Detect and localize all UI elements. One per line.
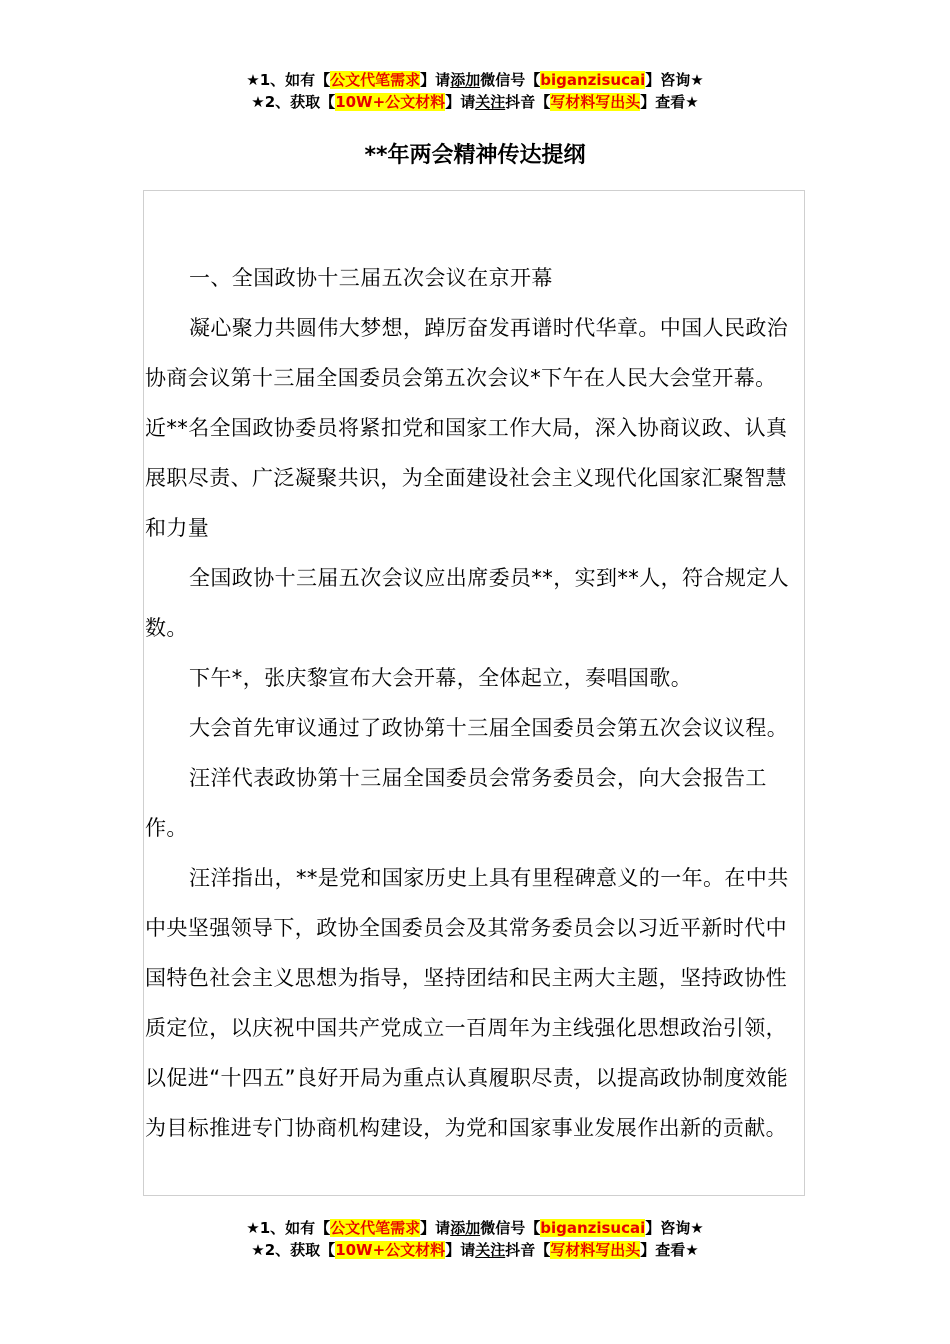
promo-text: 】查看★ [640, 93, 699, 111]
promo-text: 】咨询★ [645, 1219, 704, 1237]
promo-highlight-materials: 10W+公文材料 [335, 1241, 446, 1259]
paragraph: 大会首先审议通过了政协第十三届全国委员会第五次会议议程。 [189, 716, 789, 740]
promo-text: ★1、如有【 [246, 1219, 331, 1237]
document-title: **年两会精神传达提纲 [364, 143, 586, 168]
promo-highlight-materials: 10W+公文材料 [335, 93, 446, 111]
promo-text: ★2、获取【 [251, 1241, 336, 1259]
promo-text: 】咨询★ [645, 71, 704, 89]
paragraph: 汪洋指出，**是党和国家历史上具有里程碑意义的一年。在中共中央坚强领导下，政协全国委员会及其常务委员会以习近平新时代中国特色社会主义思想为指导，坚持团结和民主两大主题，坚持政协性质定位，以庆祝中国共产党成立一百周年为主线强化思想政治引领，以促进“十四五”良好开局为重点认真履职尽责，以提高政协制度效能为目标推进专门协商机构建设，为党和国家事业发展作出新的贡献。 [145, 866, 789, 1140]
promo-line-1 [0, 1217, 950, 1239]
promo-footer [0, 1217, 950, 1261]
promo-line-1 [0, 69, 950, 91]
promo-text: 】请 [445, 93, 476, 111]
paragraph: 汪洋代表政协第十三届全国委员会常务委员会，向大会报告工作。 [145, 766, 767, 840]
promo-highlight-douyin: 写材料写出头 [550, 93, 641, 111]
promo-highlight-wechat-id: biganzisucai [540, 1219, 646, 1237]
promo-highlight-douyin: 写材料写出头 [550, 1241, 641, 1259]
promo-text: 】查看★ [640, 1241, 699, 1259]
promo-text: 抖音【 [505, 93, 551, 111]
promo-text: ★2、获取【 [251, 93, 336, 111]
promo-highlight-service: 公文代笔需求 [330, 71, 421, 89]
document-body [145, 253, 795, 1153]
paragraph: 凝心聚力共圆伟大梦想，踔厉奋发再谱时代华章。中国人民政治协商会议第十三届全国委员会第五次会议*下午在人民大会堂开幕。近**名全国政协委员将紧扣党和国家工作大局，深入协商议政、认真展职尽责、广泛凝聚共识，为全面建设社会主义现代化国家汇聚智慧和力量 [145, 316, 789, 540]
promo-text: 微信号【 [480, 71, 541, 89]
promo-text: 】请 [420, 1219, 451, 1237]
promo-underlined-text: 添加 [450, 71, 481, 89]
promo-underlined-text: 关注 [475, 1241, 506, 1259]
paragraph: 下午*，张庆黎宣布大会开幕，全体起立，奏唱国歌。 [189, 666, 693, 690]
promo-text: 】请 [445, 1241, 476, 1259]
promo-underlined-text: 关注 [475, 93, 506, 111]
promo-highlight-wechat-id: biganzisucai [540, 71, 646, 89]
paragraph: 全国政协十三届五次会议应出席委员**，实到**人，符合规定人数。 [145, 566, 789, 640]
promo-text: ★1、如有【 [246, 71, 331, 89]
promo-highlight-service: 公文代笔需求 [330, 1219, 421, 1237]
promo-text: 微信号【 [480, 1219, 541, 1237]
promo-line-2 [0, 91, 950, 113]
section-heading: 一、全国政协十三届五次会议在京开幕 [189, 266, 553, 290]
promo-line-2 [0, 1239, 950, 1261]
promo-text: 】请 [420, 71, 451, 89]
promo-underlined-text: 添加 [450, 1219, 481, 1237]
promo-text: 抖音【 [505, 1241, 551, 1259]
promo-header [0, 69, 950, 113]
